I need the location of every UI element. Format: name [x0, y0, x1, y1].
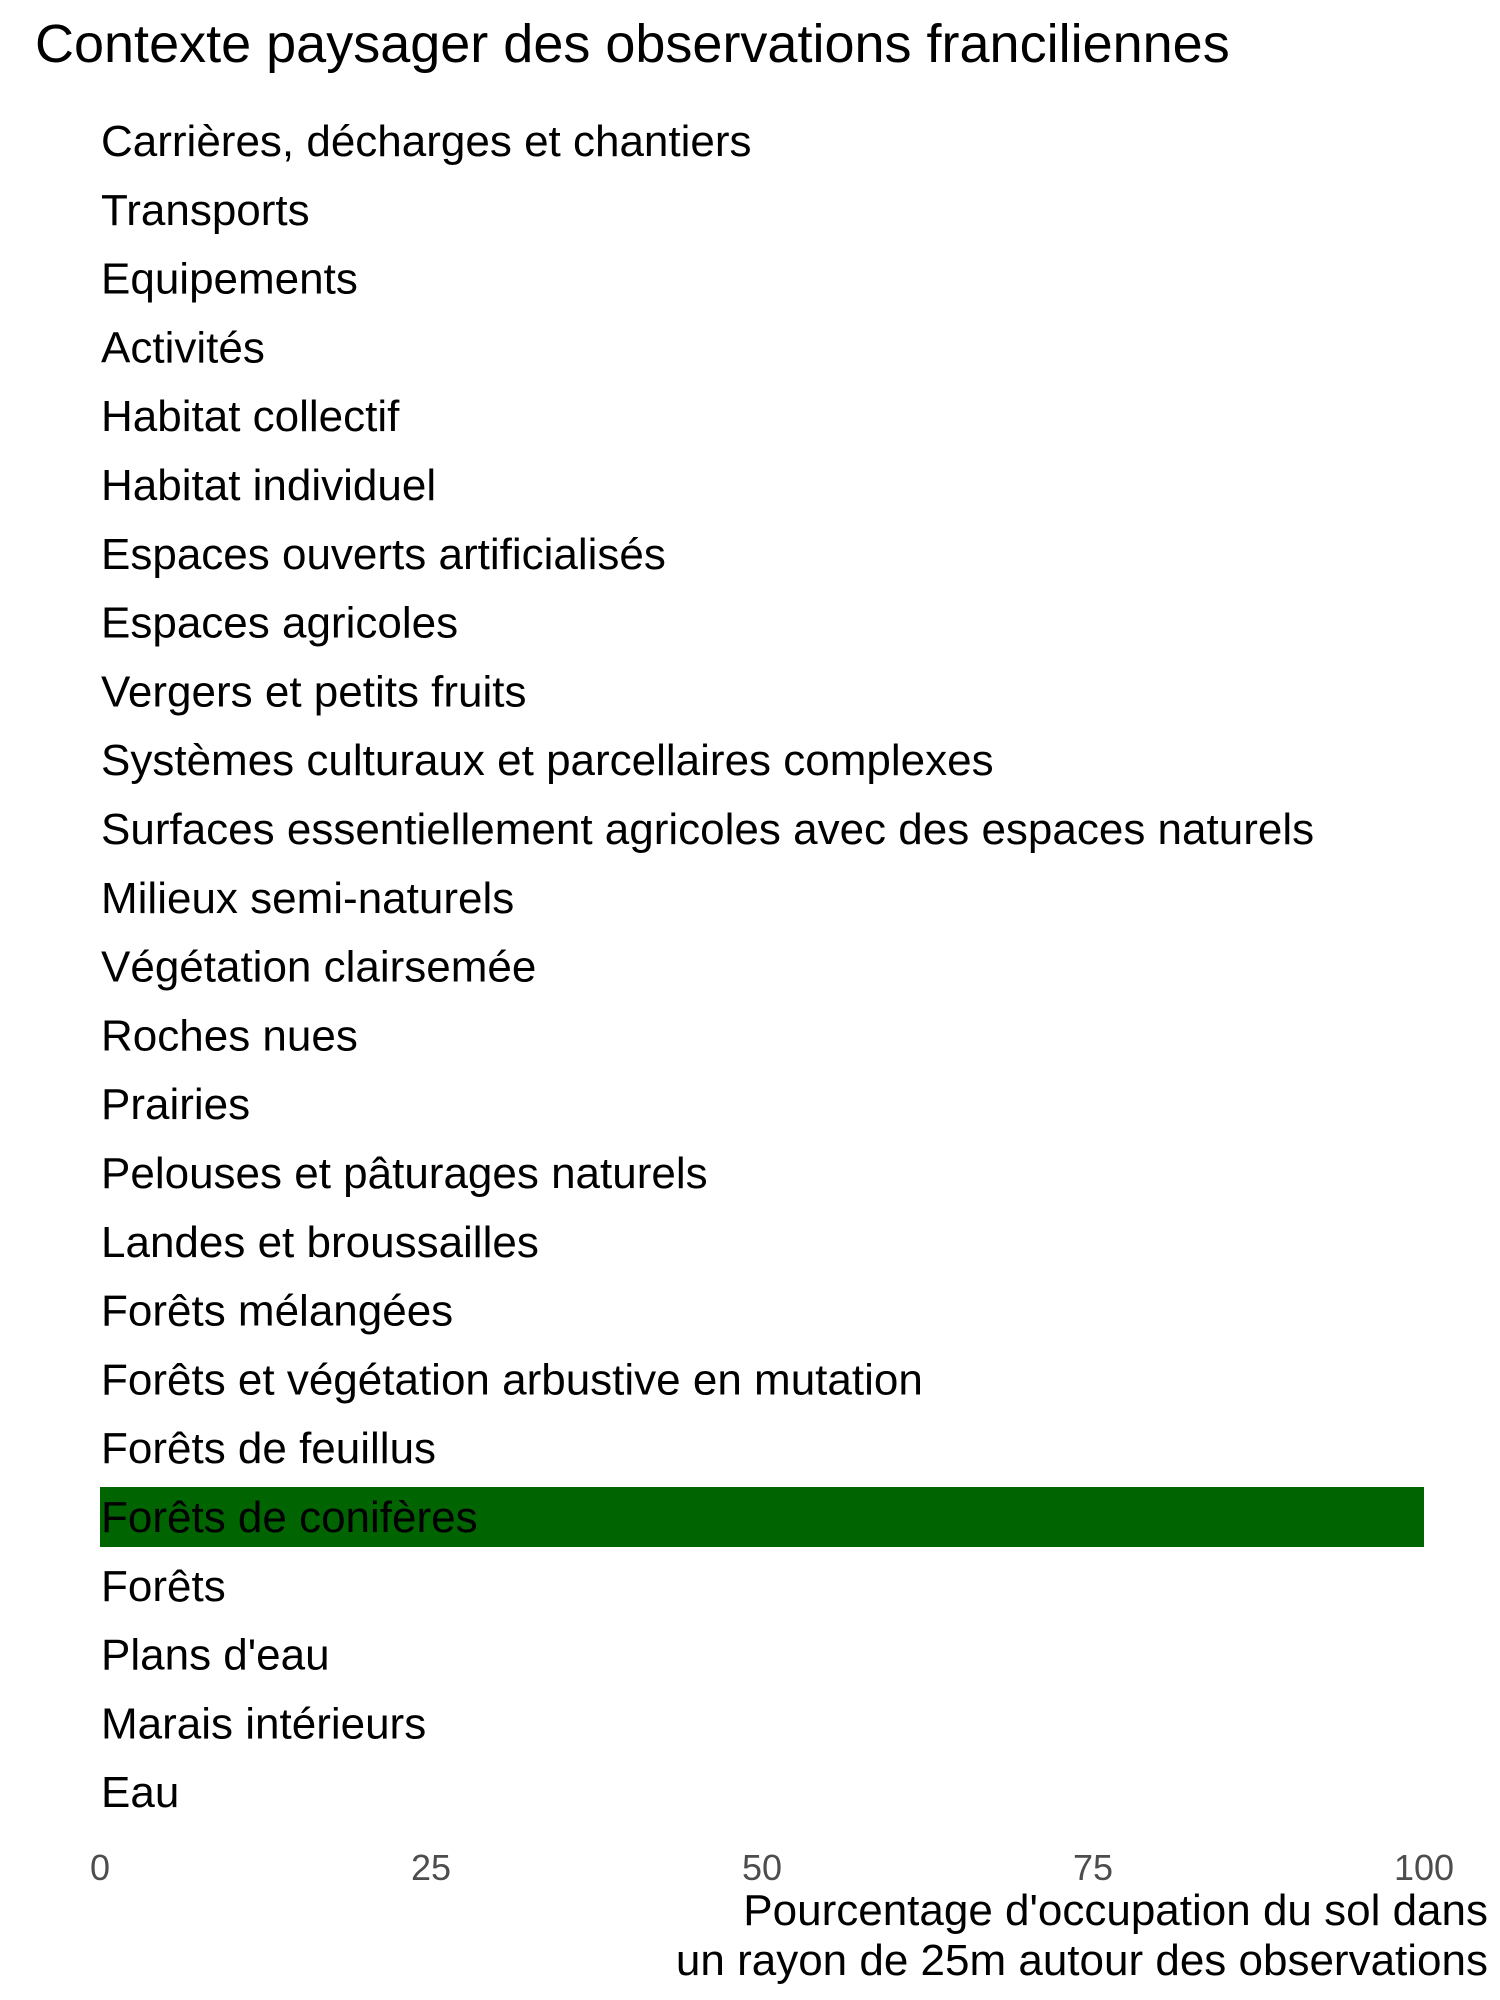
category-label: Transports [101, 185, 310, 235]
category-label: Carrières, décharges et chantiers [101, 117, 752, 166]
x-axis-ticks [90, 1847, 1454, 1888]
x-tick-label: 0 [89, 1847, 111, 1888]
category-label: Forêts et végétation arbustive en mutation [101, 1355, 923, 1405]
category-label: Landes et broussailles [101, 1217, 539, 1267]
category-label: Espaces ouverts artificialisés [101, 529, 666, 579]
category-label: Pelouses et pâturages naturels [101, 1149, 708, 1198]
category-label: Habitat collectif [101, 392, 400, 442]
chart-title: Contexte paysager des observations franciliennes [35, 14, 1230, 74]
category-label: Milieux semi-naturels [101, 873, 515, 923]
x-tick-label: 50 [741, 1847, 783, 1888]
category-label: Forêts [101, 1561, 226, 1611]
category-label: Roches nues [101, 1011, 358, 1061]
category-label: Activités [101, 323, 265, 373]
category-label: Forêts mélangées [101, 1286, 454, 1336]
category-label: Systèmes culturaux et parcellaires complexes [101, 736, 994, 786]
x-tick-label: 25 [410, 1847, 452, 1888]
category-label: Vergers et petits fruits [101, 667, 527, 717]
x-tick-label: 100 [1393, 1847, 1455, 1888]
x-axis-title-line-2: un rayon de 25m autour des observations [675, 1936, 1488, 1985]
category-label: Espaces agricoles [101, 598, 459, 648]
category-label: Habitat individuel [101, 461, 437, 510]
category-label: Forêts de conifères [101, 1493, 478, 1542]
category-label: Forêts de feuillus [101, 1424, 437, 1474]
category-labels [101, 117, 1314, 1817]
x-tick-label: 75 [1072, 1847, 1114, 1888]
category-label: Plans d'eau [101, 1630, 330, 1680]
category-label: Equipements [101, 254, 358, 304]
category-label: Eau [101, 1768, 180, 1818]
category-label: Prairies [101, 1080, 251, 1130]
category-label: Surfaces essentiellement agricoles avec des espaces naturels [101, 805, 1315, 854]
x-axis-title-line-1: Pourcentage d'occupation du sol dans [743, 1886, 1488, 1935]
category-label: Végétation clairsemée [101, 942, 537, 992]
category-label: Marais intérieurs [101, 1699, 427, 1749]
